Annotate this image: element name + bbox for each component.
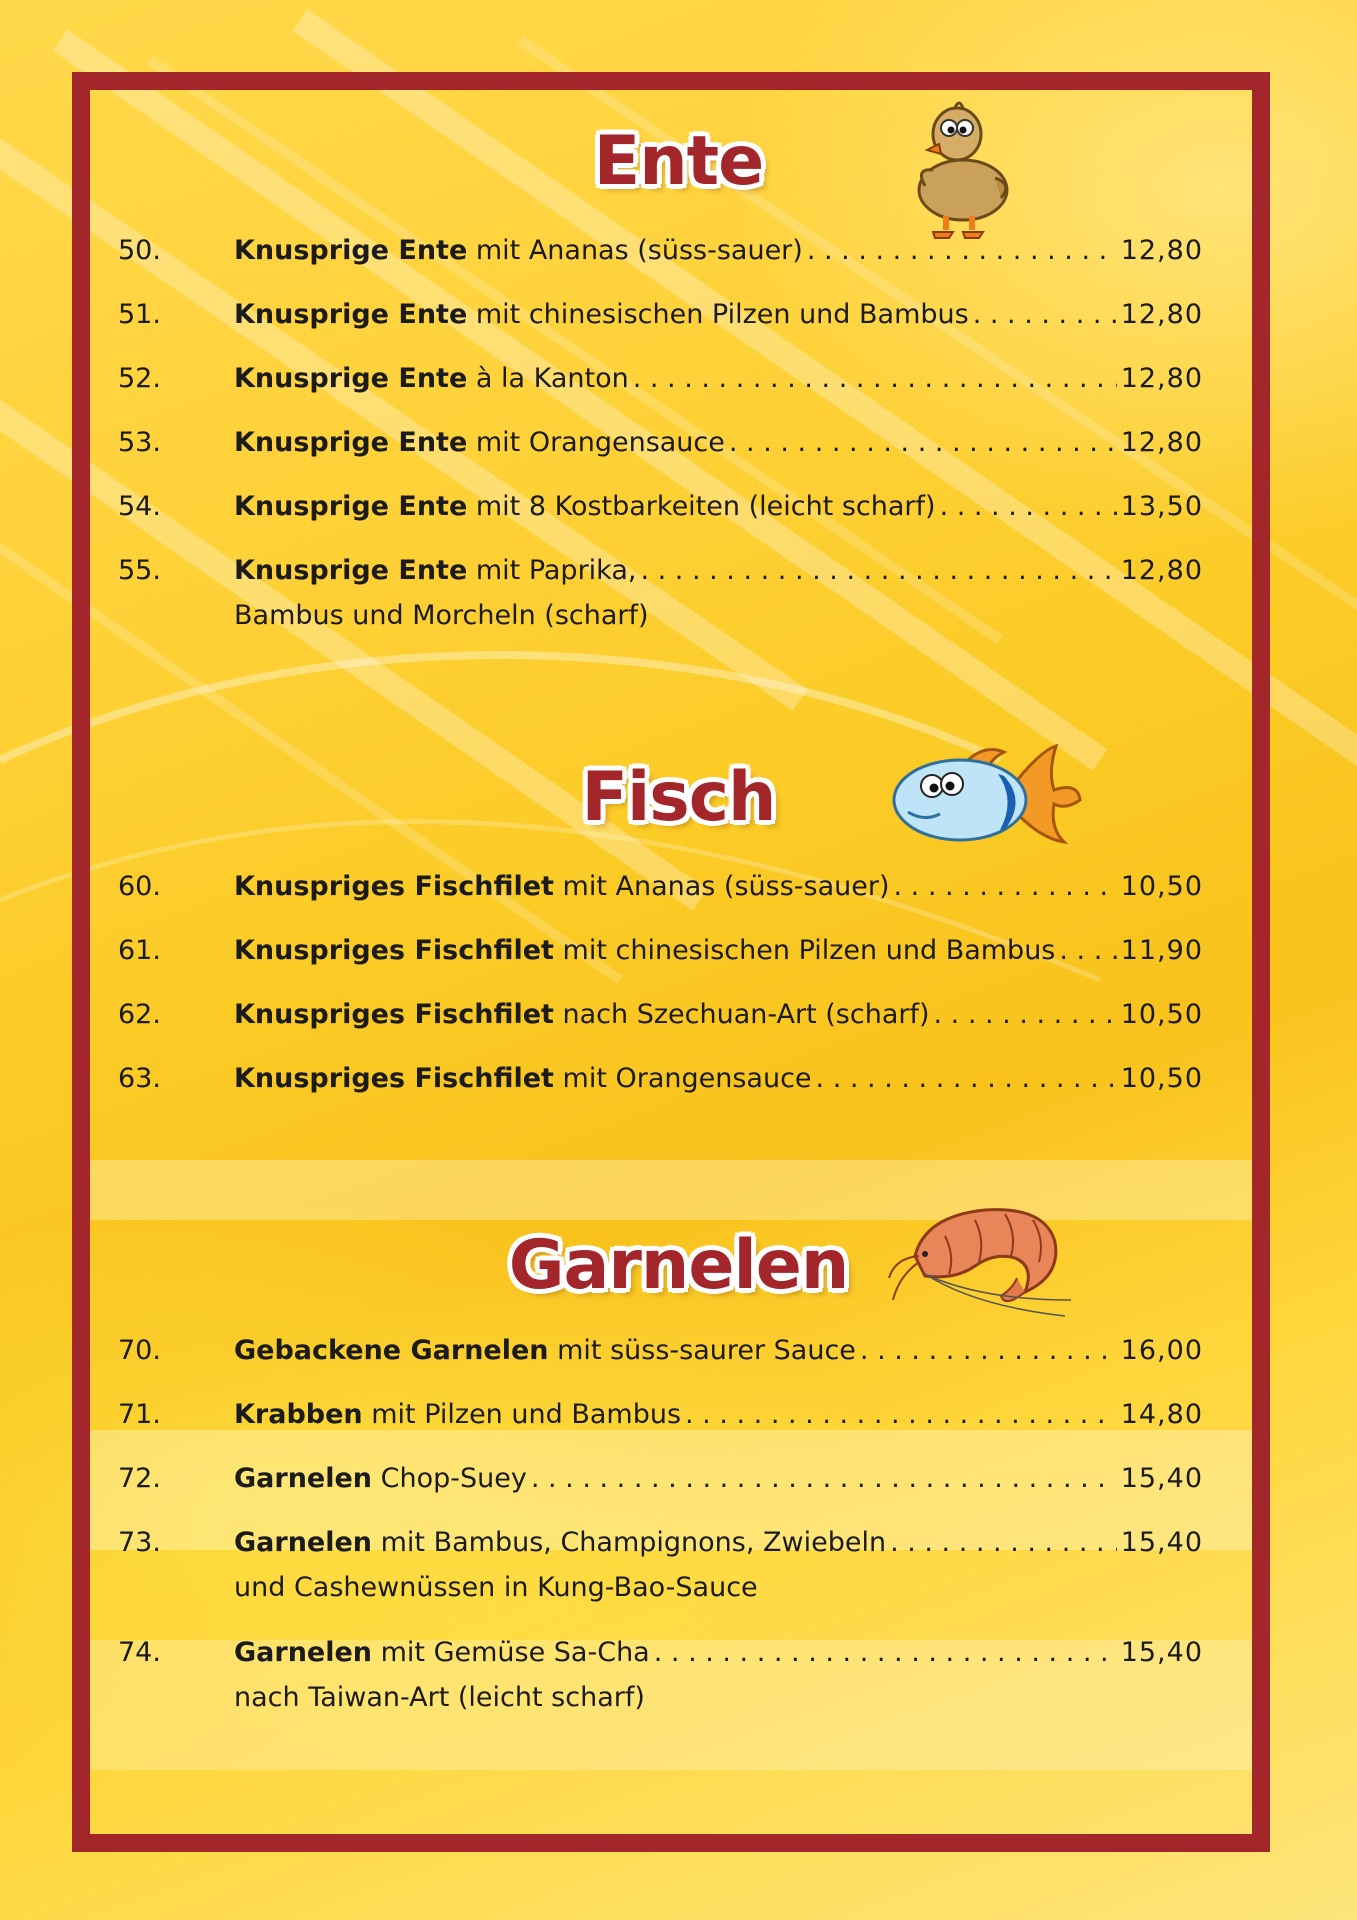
item-price: 10,50 [1120,871,1203,902]
dot-leader [531,1456,1117,1501]
item-name: Knusprige Ente [234,491,468,522]
item-price: 15,40 [1120,1637,1203,1668]
item-number: 72. [118,1463,161,1494]
item-description: nach Szechuan-Art (scharf) [553,999,930,1030]
dot-leader [860,1328,1117,1373]
item-price: 13,50 [1120,491,1203,522]
item-description: mit Bambus, Champignons, Zwiebeln [372,1527,887,1558]
item-description: mit Ananas (süss-sauer) [467,235,803,266]
item-number: 63. [118,1063,161,1094]
item-number: 73. [118,1527,161,1558]
item-name: Garnelen [234,1527,373,1558]
item-number: 51. [118,299,161,330]
item-name: Knuspriges Fischfilet [234,871,554,902]
item-description: mit Gemüse Sa-Cha [372,1637,650,1668]
item-price: 14,80 [1120,1399,1203,1430]
item-name: Knuspriges Fischfilet [234,935,554,966]
item-description-continued: und Cashewnüssen in Kung-Bao-Sauce [234,1572,758,1603]
item-price: 15,40 [1120,1463,1203,1494]
item-description-continued: Bambus und Morcheln (scharf) [234,600,649,631]
dot-leader [685,1392,1117,1437]
item-number: 70. [118,1335,161,1366]
item-name: Knusprige Ente [234,299,468,330]
item-name: Garnelen [234,1463,373,1494]
item-name: Knusprige Ente [234,555,468,586]
item-description: mit Paprika, [467,555,637,586]
item-description: mit Orangensauce [467,427,725,458]
item-description: mit 8 Kostbarkeiten (leicht scharf) [467,491,936,522]
item-number: 74. [118,1637,161,1668]
item-name: Knusprige Ente [234,363,468,394]
section-title-fisch: Fisch [581,758,776,837]
dot-leader [729,420,1117,465]
fish-icon [888,742,1084,848]
item-price: 10,50 [1120,1063,1203,1094]
dot-leader [940,484,1117,529]
dot-leader [654,1630,1117,1675]
item-name: Knuspriges Fischfilet [234,999,554,1030]
item-price: 11,90 [1120,935,1203,966]
item-description: Chop-Suey [372,1463,527,1494]
item-name: Gebackene Garnelen [234,1335,549,1366]
item-name: Knusprige Ente [234,427,468,458]
item-number: 60. [118,871,161,902]
duck-icon [905,98,1015,240]
item-number: 54. [118,491,161,522]
item-price: 16,00 [1120,1335,1203,1366]
item-description: à la Kanton [467,363,629,394]
item-description: mit chinesischen Pilzen und Bambus [467,299,969,330]
item-name: Krabben [234,1399,363,1430]
section-title-ente: Ente [593,122,764,201]
item-description: mit Orangensauce [553,1063,812,1094]
item-price: 12,80 [1120,555,1203,586]
dot-leader [894,864,1117,909]
item-number: 55. [118,555,161,586]
item-description: mit Pilzen und Bambus [362,1399,682,1430]
item-price: 12,80 [1120,363,1203,394]
dot-leader [973,292,1117,337]
dot-leader [934,992,1117,1037]
dot-leader [640,548,1116,593]
shrimp-icon [885,1196,1075,1320]
section-title-garnelen: Garnelen [508,1226,849,1305]
item-name: Knusprige Ente [234,235,468,266]
item-price: 10,50 [1120,999,1203,1030]
item-number: 71. [118,1399,161,1430]
dot-leader [890,1520,1117,1565]
item-number: 61. [118,935,161,966]
item-name: Garnelen [234,1637,373,1668]
dot-leader [816,1056,1117,1101]
dot-leader [1059,928,1116,973]
item-price: 12,80 [1120,235,1203,266]
item-number: 52. [118,363,161,394]
item-description: mit süss-saurer Sauce [548,1335,856,1366]
item-number: 50. [118,235,161,266]
item-number: 62. [118,999,161,1030]
item-price: 12,80 [1120,299,1203,330]
item-description-continued: nach Taiwan-Art (leicht scharf) [234,1682,645,1713]
item-price: 12,80 [1120,427,1203,458]
dot-leader [633,356,1117,401]
dot-leader [807,228,1117,273]
item-name: Knuspriges Fischfilet [234,1063,554,1094]
item-description: mit chinesischen Pilzen und Bambus [553,935,1056,966]
item-price: 15,40 [1120,1527,1203,1558]
item-number: 53. [118,427,161,458]
item-description: mit Ananas (süss-sauer) [553,871,890,902]
